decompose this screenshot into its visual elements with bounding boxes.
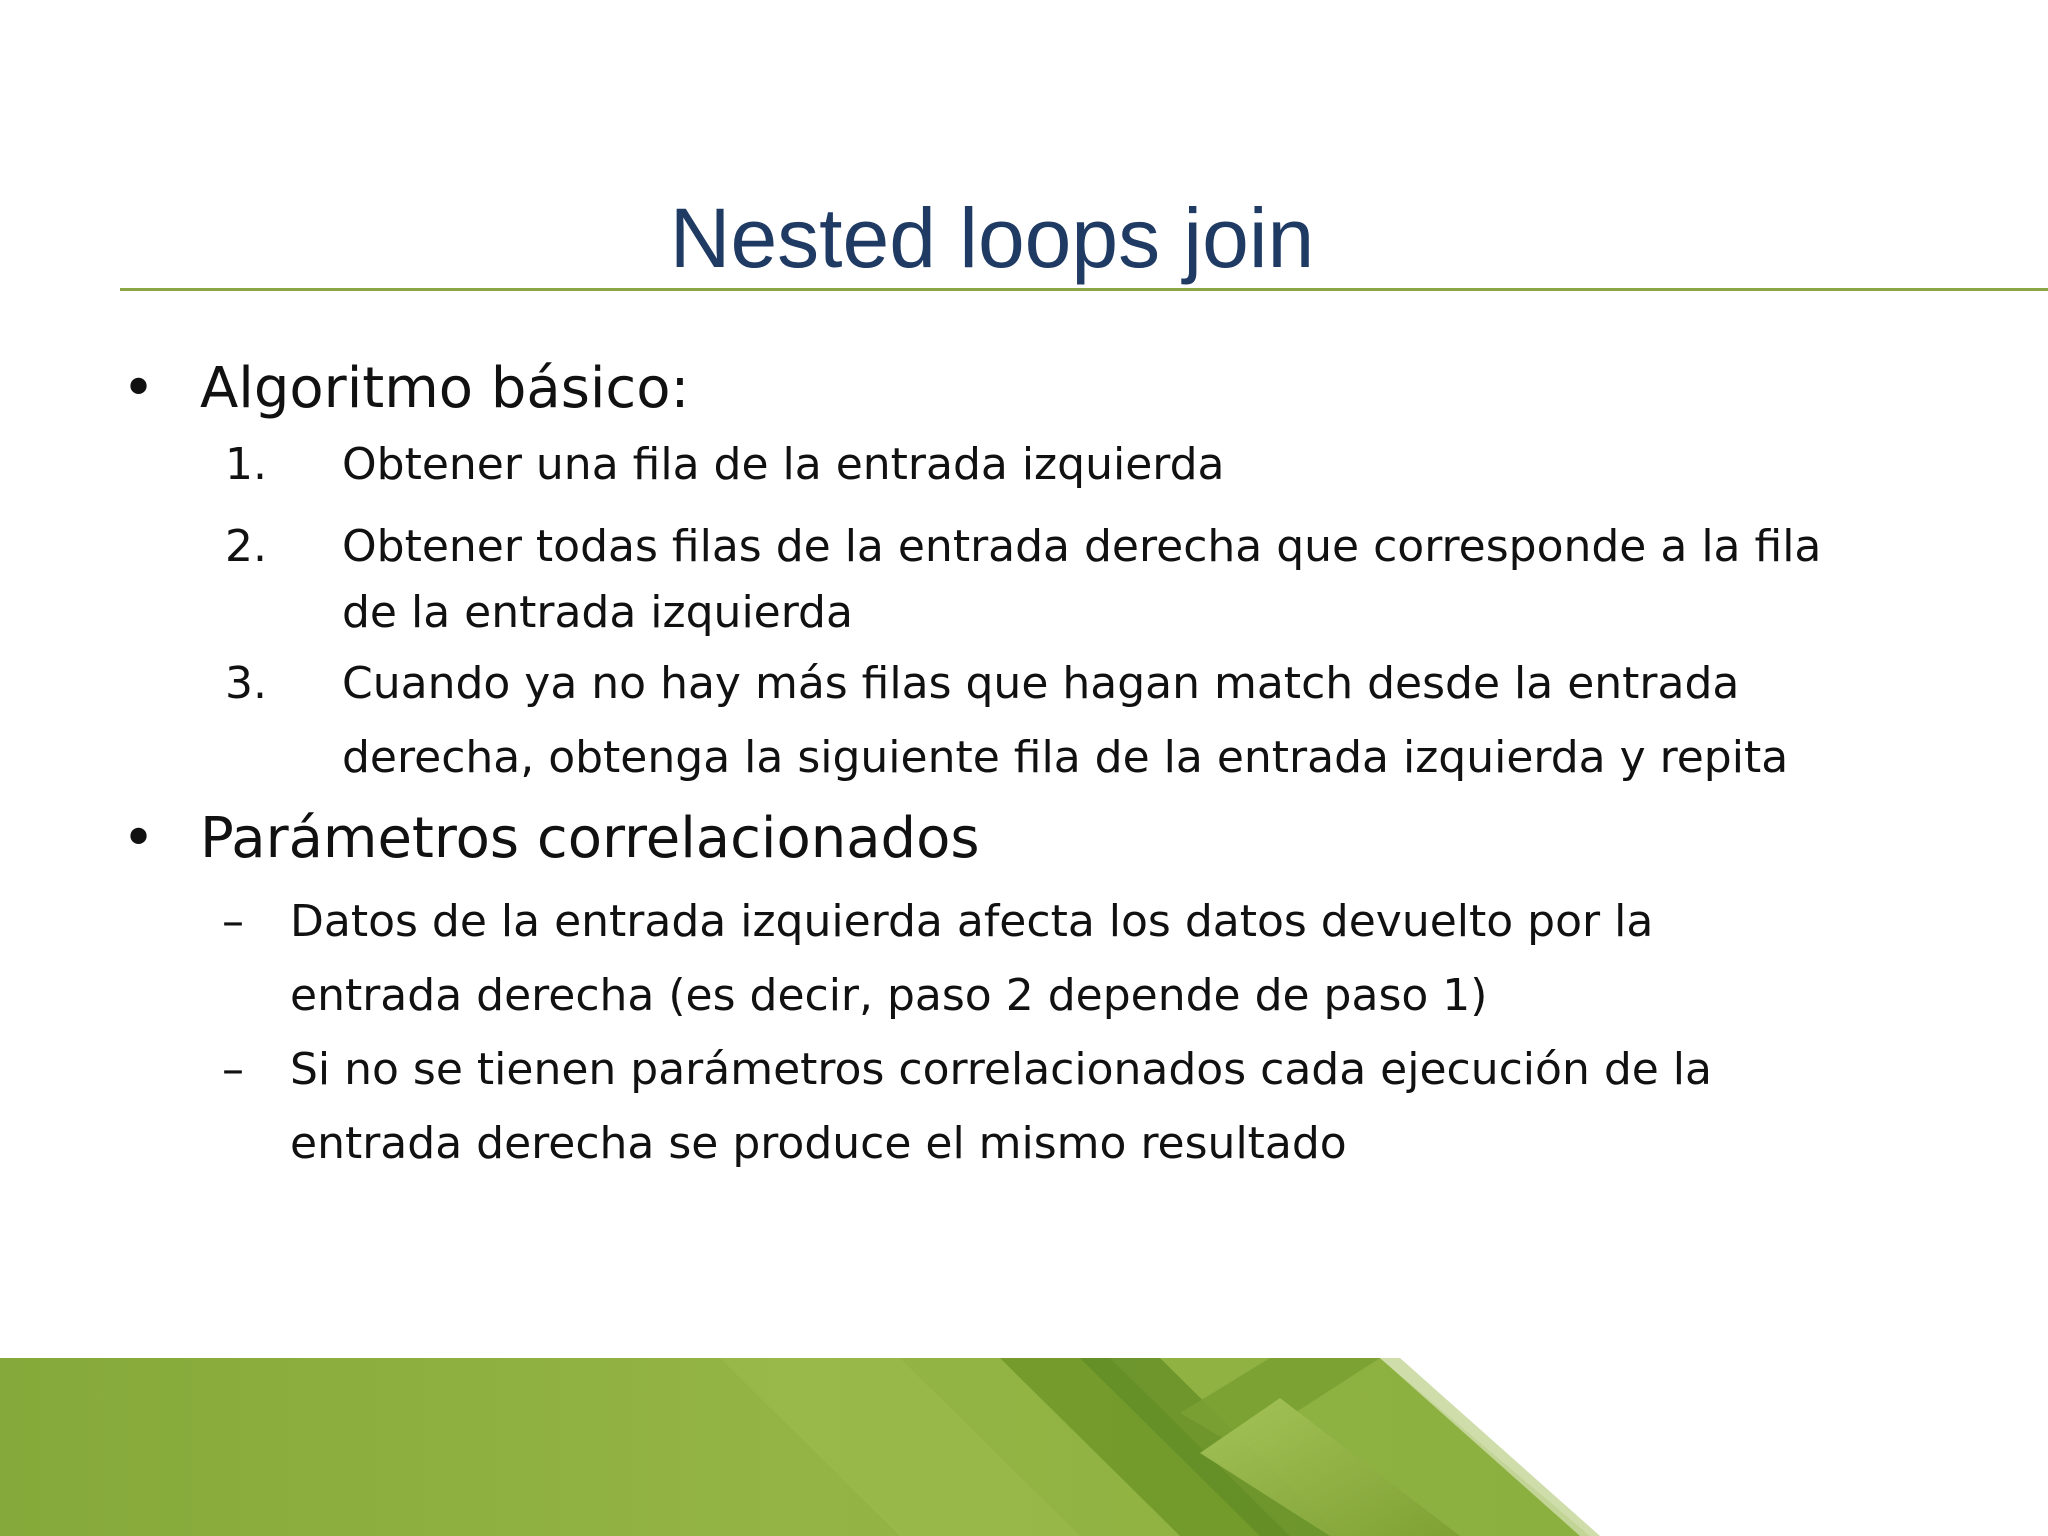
dash-marker: – [222, 896, 244, 947]
sub-item-text: entrada derecha (es decir, paso 2 depende de paso 1) [290, 970, 1488, 1021]
list-item-text: derecha, obtenga la siguiente fila de la entrada izquierda y repita [342, 732, 1789, 783]
bullet-text: Algoritmo básico: [200, 356, 690, 421]
sub-item-text: Datos de la entrada izquierda afecta los datos devuelto por la [290, 896, 1654, 947]
bullet-text: Parámetros correlacionados [200, 806, 980, 871]
decorative-footer-band [0, 1358, 2048, 1536]
sub-item-text: entrada derecha se produce el mismo resultado [290, 1118, 1347, 1169]
list-item-text: de la entrada izquierda [342, 587, 853, 638]
dash-marker: – [222, 1044, 244, 1095]
list-item-number: 2. [225, 521, 267, 572]
list-item-number: 1. [225, 439, 267, 490]
bullet-marker: • [122, 356, 156, 421]
bullet-marker: • [122, 806, 156, 871]
sub-item-text: Si no se tienen parámetros correlacionados cada ejecución de la [290, 1044, 1712, 1095]
slide-title: Nested loops join [669, 191, 1315, 285]
list-item-text: Obtener todas filas de la entrada derecha que corresponde a la fila [342, 521, 1822, 572]
list-item-text: Cuando ya no hay más filas que hagan match desde la entrada [342, 658, 1740, 709]
list-item-text: Obtener una fila de la entrada izquierda [342, 439, 1225, 490]
list-item-number: 3. [225, 658, 267, 709]
